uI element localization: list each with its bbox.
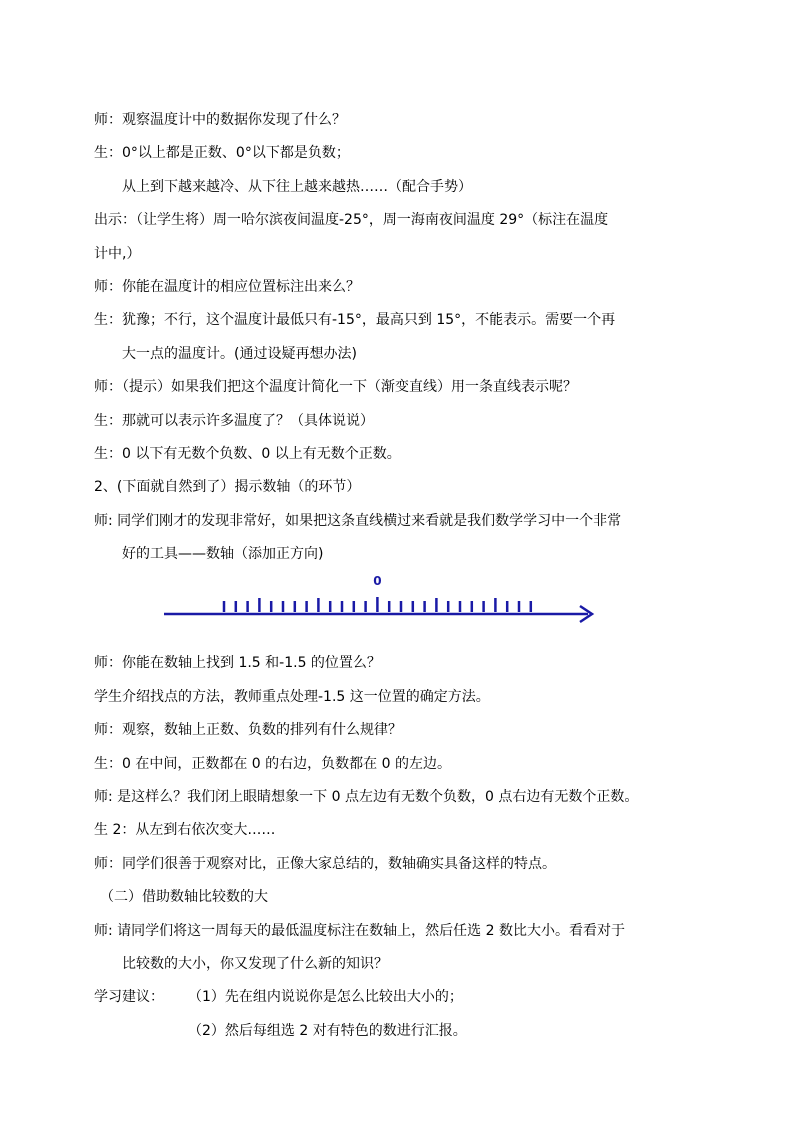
text-line: 生：那就可以表示许多温度了？（具体说说） (94, 412, 374, 429)
section-heading: （二）借助数轴比较数的大 (100, 889, 268, 906)
text-line: 出示：（让学生将）周一哈尔滨夜间温度-25°，周一海南夜间温度 29°（标注在温度 (94, 212, 609, 229)
text-line: 师: 同学们刚才的发现非常好，如果把这条直线横过来看就是我们数学学习中一个非常 (94, 512, 622, 529)
text-line: 生 2：从左到右依次变大…… (94, 822, 276, 839)
number-line (164, 571, 604, 631)
section-heading: 2、(下面就自然到了）揭示数轴（的环节） (94, 479, 361, 496)
text-line: 生：犹豫；不行，这个温度计最低只有-15°，最高只到 15°，不能表示。需要一个再 (94, 312, 616, 329)
tick-group (224, 597, 531, 612)
suggestion-item: （1）先在组内说说你是怎么比较出大小的； (188, 989, 463, 1006)
suggestion-item: （2）然后每组选 2 对有特色的数进行汇报。 (188, 1022, 467, 1039)
text-line: 师：你能在数轴上找到 1.5 和-1.5 的位置么？ (94, 655, 381, 672)
text-line: 师：你能在温度计的相应位置标注出来么？ (94, 278, 360, 295)
text-line: 大一点的温度计。(通过设疑再想办法) (122, 345, 357, 362)
number-line-figure (94, 571, 714, 647)
suggestion-row (94, 981, 714, 1014)
text-line: 师: 是这样么？我们闭上眼睛想象一下 0 点左边有无数个负数，0 点右边有无数个正数。 (94, 789, 639, 806)
text-line: 生：0°以上都是正数、0°以下都是负数； (94, 145, 350, 162)
text-line: 好的工具——数轴（添加正方向) (122, 546, 324, 563)
text-line: 从上到下越来越冷、从下往上越来越热……（配合手势） (122, 178, 472, 195)
text-line: 计中,） (94, 245, 141, 262)
text-line: 比较数的大小，你又发现了什么新的知识？ (122, 955, 388, 972)
suggestion-label: 学习建议： (94, 989, 164, 1006)
text-line: 生：0 在中间，正数都在 0 的右边，负数都在 0 的左边。 (94, 755, 451, 772)
text-line: 师：观察温度计中的数据你发现了什么？ (94, 112, 346, 128)
zero-label: 0 (373, 574, 382, 589)
text-line: 师: 请同学们将这一周每天的最低温度标注在数轴上，然后任选 2 数比大小。看看对于 (94, 922, 625, 939)
text-line: 师：同学们很善于观察对比，正像大家总结的，数轴确实具备这样的特点。 (94, 855, 556, 872)
text-line: 生：0 以下有无数个负数、0 以上有无数个正数。 (94, 445, 401, 462)
text-line: 学生介绍找点的方法，教师重点处理-1.5 这一位置的确定方法。 (94, 688, 490, 705)
text-line: 师：（提示）如果我们把这个温度计简化一下（渐变直线）用一条直线表示呢？ (94, 379, 577, 396)
text-line: 师：观察，数轴上正数、负数的排列有什么规律？ (94, 722, 402, 739)
document-body (94, 104, 714, 1048)
